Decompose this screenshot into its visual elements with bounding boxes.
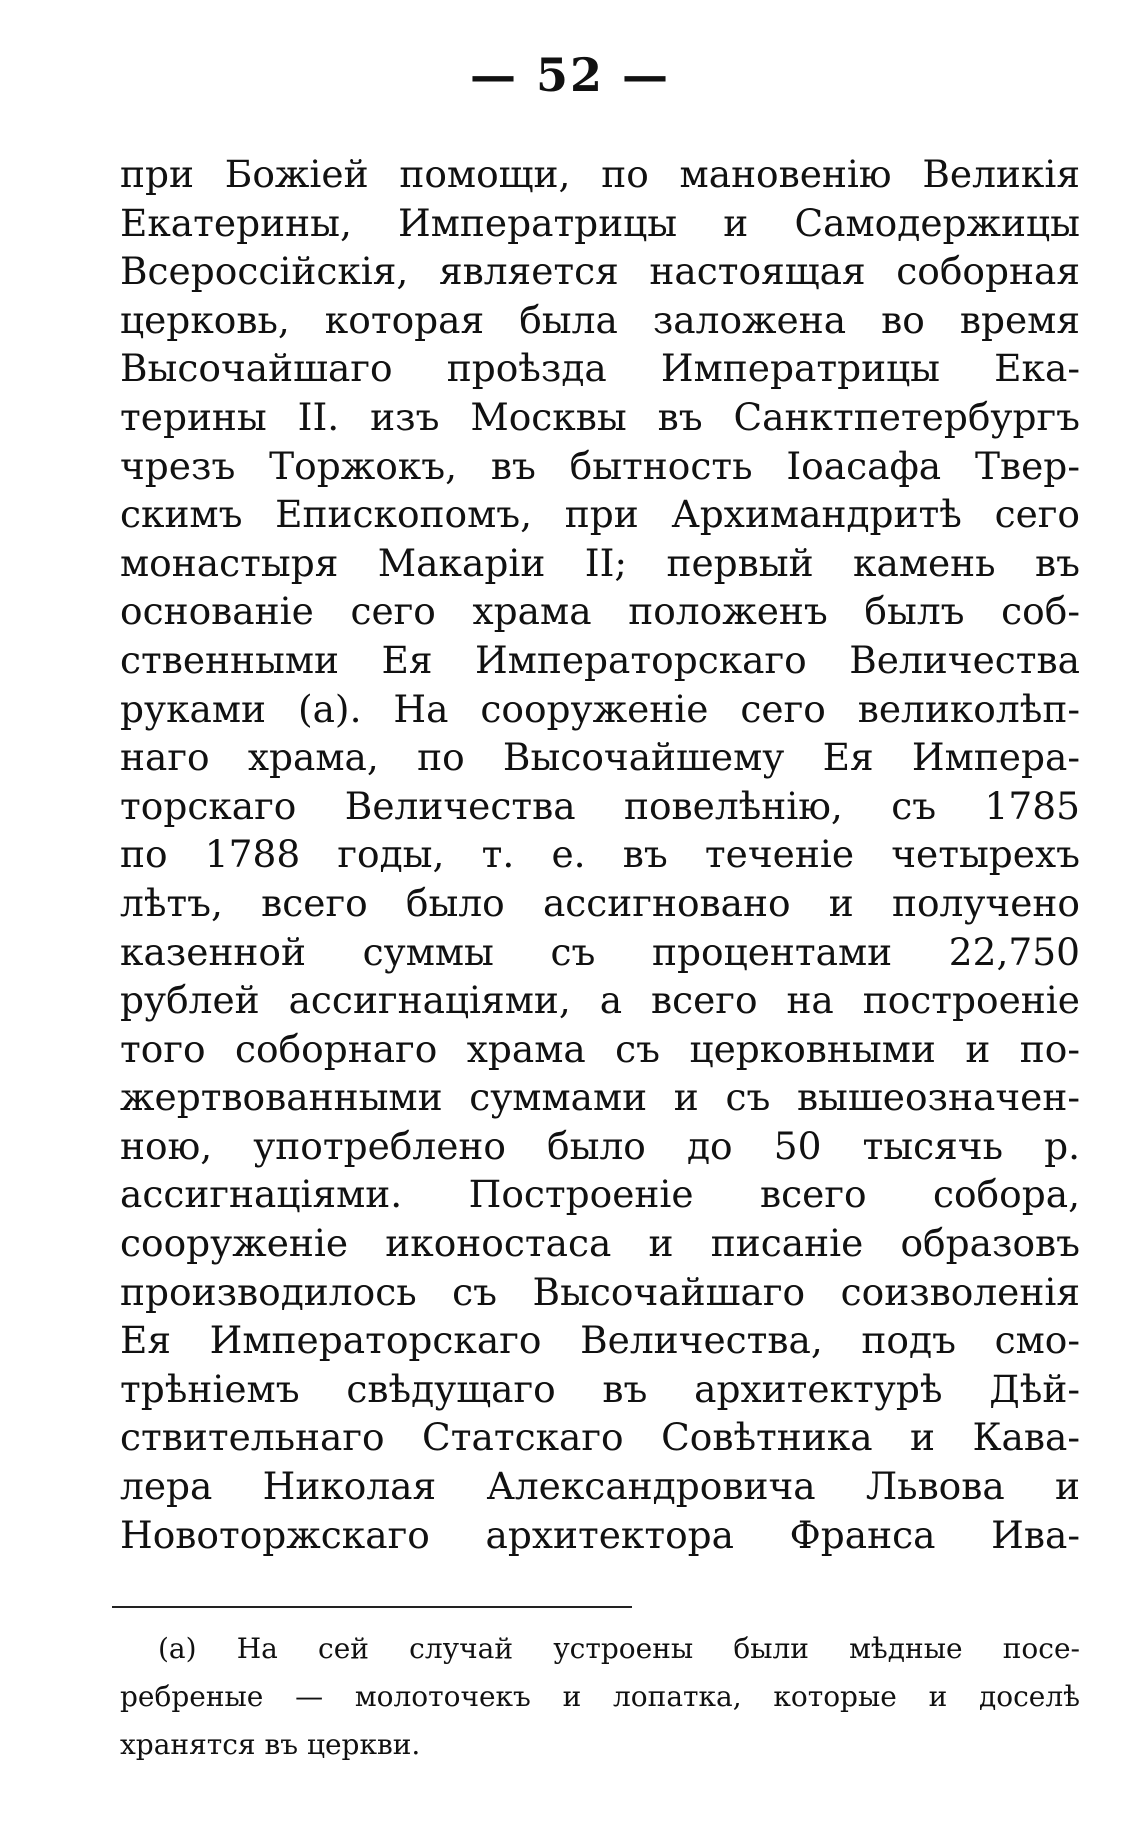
page-number: — 52 — — [469, 48, 671, 102]
text-line: рублей ассигнаціями, а всего на построеніе — [120, 978, 1080, 1023]
text-line: при Божіей помощи, по мановенію Великія — [120, 152, 1080, 196]
text-line: наго храма, по Высочайшему Ея Импера- — [120, 735, 1080, 780]
text-line: Новоторжскаго архитектора Франса Ива- — [120, 1512, 1080, 1557]
footnote-line: хранятся въ церкви. — [120, 1728, 421, 1761]
text-line: Всероссійскія, является настоящая соборная — [120, 249, 1080, 294]
text-line: трѣніемъ свѣдущаго въ архитектурѣ Дѣй- — [120, 1366, 1080, 1411]
text-line: церковь, которая была заложена во время — [120, 297, 1080, 342]
text-line: скимъ Епископомъ, при Архимандритѣ сего — [120, 492, 1080, 537]
body-text — [120, 150, 1080, 1559]
text-line: Ея Императорскаго Величества, подъ смо- — [120, 1318, 1080, 1363]
text-line: основаніе сего храма положенъ былъ соб- — [120, 589, 1080, 634]
text-line: лера Николая Александровича Львова и — [120, 1464, 1080, 1509]
text-line: руками (а). На сооруженіе сего великолѣп- — [120, 686, 1080, 731]
text-line: ственными Ея Императорскаго Величества — [120, 637, 1080, 682]
text-line: сооруженіе иконостаса и писаніе образовъ — [120, 1221, 1080, 1266]
text-line: ною, употреблено было до 50 тысячь р. — [120, 1123, 1080, 1168]
text-line: казенной суммы съ процентами 22,750 — [120, 929, 1080, 974]
text-line: торскаго Величества повелѣнію, съ 1785 — [120, 783, 1080, 828]
text-line: терины II. изъ Москвы въ Санктпетербургъ — [120, 394, 1080, 439]
text-line: ствительнаго Статскаго Совѣтника и Кава- — [120, 1415, 1080, 1460]
text-line: того соборнаго храма съ церковными и по- — [120, 1026, 1080, 1071]
text-line: производилось съ Высочайшаго соизволенія — [120, 1269, 1080, 1314]
footnote-line: ребреные — молоточекъ и лопатка, которые и доселѣ — [120, 1680, 1080, 1713]
text-line: Екатерины, Императрицы и Самодержицы — [120, 200, 1080, 245]
footnote-divider — [112, 1606, 632, 1608]
footnote-line: (а) На сей случай устроены были мѣдные посе- — [158, 1632, 1080, 1665]
text-line: ассигнаціями. Построеніе всего собора, — [120, 1172, 1080, 1217]
text-line: Высочайшаго проѣзда Императрицы Ека- — [120, 346, 1080, 391]
text-line: жертвованными суммами и съ вышеозначен- — [120, 1075, 1080, 1120]
footnote — [120, 1625, 1080, 1769]
text-line: по 1788 годы, т. е. въ теченіе четырехъ — [120, 832, 1080, 877]
text-line: лѣтъ, всего было ассигновано и получено — [120, 880, 1080, 925]
text-line: чрезъ Торжокъ, въ бытность Іоасафа Твер- — [120, 443, 1080, 488]
text-line: монастыря Макаріи II; первый камень въ — [120, 540, 1080, 585]
